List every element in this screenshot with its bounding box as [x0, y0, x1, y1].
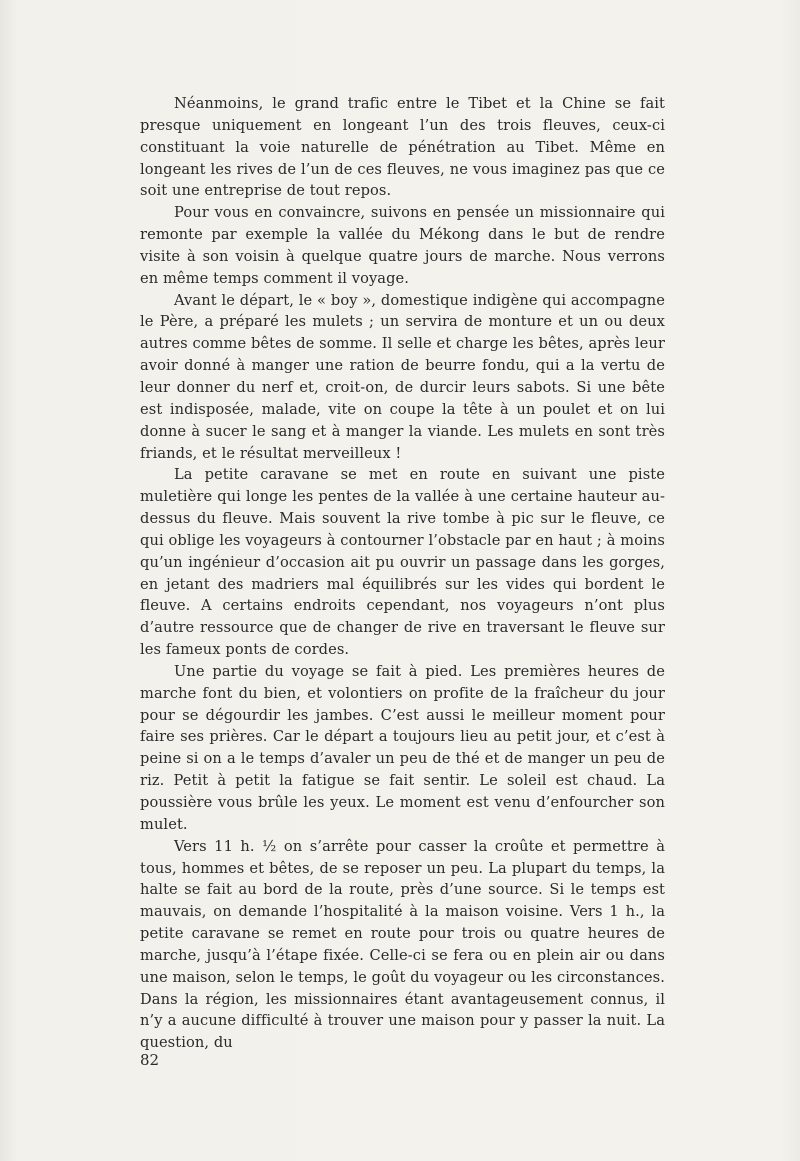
paragraph-4: La petite caravane se met en route en suivant une piste muletière qui longe les pentes de la vallée à une certaine hauteur au-dessus du fleuve. Mais souvent la rive tombe à pic sur le fleuve, ce qui oblige les voyageurs à contourner l’obstacle par en haut ; à moins qu’un ingénieur d’occasion ait pu ouvrir un passage dans les gorges, en jetant des madriers mal équilibrés sur les vides qui bordent le fleuve. A certains endroits cependant, nos voyageurs n’ont plus d’autre ressource que de changer de rive en traversant le fleuve sur les fameux ponts de cordes.	[140, 466, 665, 659]
paragraph-5: Une partie du voyage se fait à pied. Les premières heures de marche font du bien, et volontiers on profite de la fraîcheur du jour pour se dégourdir les jambes. C’est aussi le meilleur moment pour faire ses prières. Car le départ a toujours lieu au petit jour, et c’est à peine si on a le temps d’avaler un peu de thé et de manger un peu de riz. Petit à petit la fatigue se fait sentir. Le soleil est chaud. La poussière vous brûle les yeux. Le moment est venu d’enfourcher son mulet.	[140, 662, 665, 833]
paragraph-2: Pour vous en convaincre, suivons en pensée un missionnaire qui remonte par exemple la vallée du Mékong dans le but de rendre visite à son voisin à quelque quatre jours de marche. Nous verrons en même temps comment il voyage.	[140, 204, 665, 287]
paragraph-3: Avant le départ, le « boy », domestique indigène qui accompagne le Père, a préparé les mulets ; un servira de monture et un ou deux autres comme bêtes de somme. Il selle et charge les bêtes, après leur avoir donné à manger une ration de beurre fondu, qui a la vertu de leur donner du nerf et, croit-on, de durcir leurs sabots. Si une bête est indisposée, malade, vite on coupe la tête à un poulet et on lui donne à sucer le sang et à manger la viande. Les mulets en sont très friands, et le résultat merveilleux !	[140, 291, 665, 462]
page-number: 82	[140, 1051, 160, 1069]
paragraph-1: Néanmoins, le grand trafic entre le Tibet et la Chine se fait presque uniquement en longeant l’un des trois fleuves, ceux-ci constituant la voie naturelle de pénétration au Tibet. Même en longeant les rives de l’un de ces fleuves, ne vous imaginez pas que ce soit une entreprise de tout repos.	[140, 95, 665, 200]
body-text	[140, 93, 665, 1054]
paragraph-6: Vers 11 h. ½ on s’arrête pour casser la croûte et permettre à tous, hommes et bêtes, de se reposer un peu. La plupart du temps, la halte se fait au bord de la route, près d’une source. Si le temps est mauvais, on demande l’hospitalité à la maison voisine. Vers 1 h., la petite caravane se remet en route pour trois ou quatre heures de marche, jusqu’à l’étape fixée. Celle-ci se fera ou en plein air ou dans une maison, selon le temps, le goût du voyageur ou les circonstances. Dans la région, les missionnaires étant avantageusement connus, il n’y a aucune difficulté à trouver une maison pour y passer la nuit. La question, du	[140, 837, 665, 1052]
